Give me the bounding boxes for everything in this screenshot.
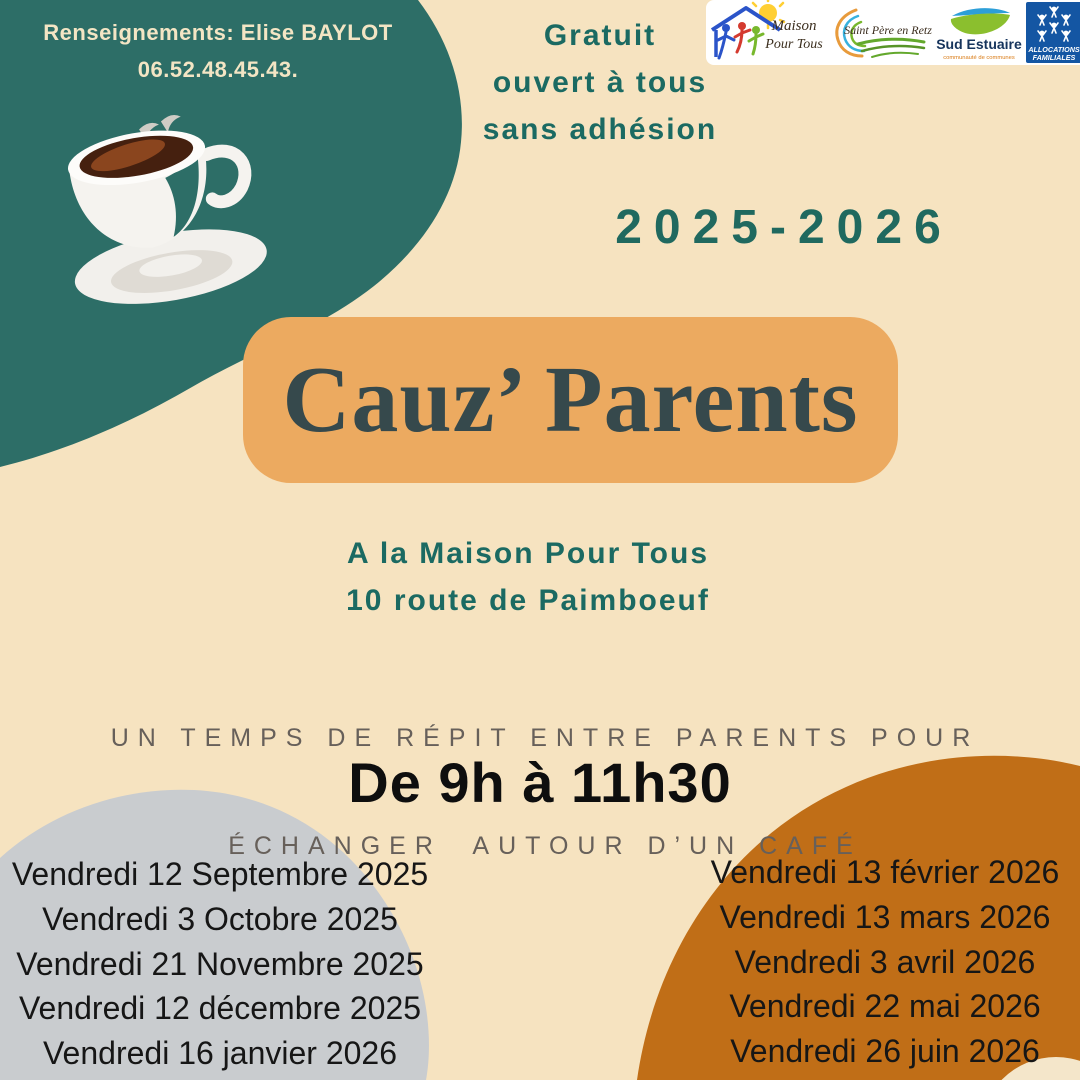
description-line2: ÉCHANGER AUTOUR D’UN CAFÉ (228, 832, 862, 860)
allocations-familiales-logo (1026, 2, 1080, 63)
date-item: Vendredi 16 janvier 2026 (42, 1035, 398, 1072)
mpt-logo-text-1: Maison (771, 18, 817, 34)
caf-text-2: FAMILIALES (1032, 53, 1076, 62)
date-item: Vendredi 13 février 2026 (710, 854, 1060, 890)
caf-text-1: ALLOCATIONS (1028, 45, 1080, 54)
free-line2: ouvert à tous (492, 66, 708, 99)
location-line1: A la Maison Pour Tous (346, 537, 710, 570)
sud-estuaire-subtitle: communauté de communes (943, 55, 1015, 61)
date-item: Vendredi 12 Septembre 2025 (11, 856, 429, 892)
page-title: Cauz’ Parents (282, 348, 859, 452)
contact-block (0, 14, 436, 88)
dancing-figures-icon (718, 22, 763, 58)
mpt-logo-text-2: Pour Tous (765, 37, 823, 52)
spr-logo-text: Saint Père en Retz (844, 23, 932, 37)
saint-pere-en-retz-logo (828, 0, 934, 65)
coffee-cup-icon (22, 64, 280, 322)
dates-list-2025 (0, 852, 440, 1076)
maison-pour-tous-logo (706, 0, 828, 65)
date-item: Vendredi 12 décembre 2025 (18, 990, 422, 1027)
season-label: 2025-2026 (615, 201, 953, 254)
free-line1: Gratuit (543, 19, 657, 52)
free-line3: sans adhésion (482, 113, 718, 146)
date-item: Vendredi 21 Novembre 2025 (16, 945, 424, 982)
sud-estuaire-name: Sud Estuaire (936, 36, 1022, 52)
location-block (308, 530, 748, 624)
date-item: Vendredi 3 avril 2026 (734, 943, 1036, 980)
date-item: Vendredi 26 juin 2026 (730, 1033, 1040, 1070)
date-item: Vendredi 22 mai 2026 (729, 988, 1041, 1025)
date-item: Vendredi 13 mars 2026 (719, 898, 1051, 935)
sud-estuaire-logo (934, 0, 1024, 65)
description-line1: UN TEMPS DE RÉPIT ENTRE PARENTS POUR (110, 724, 980, 752)
title-pill (243, 317, 898, 483)
location-line2: 10 route de Paimboeuf (346, 584, 710, 617)
cup-and-saucer (51, 114, 272, 317)
date-item: Vendredi 3 Octobre 2025 (42, 900, 398, 937)
contact-phone: 06.52.48.45.43. (137, 57, 299, 82)
partner-logos-strip (706, 0, 1080, 65)
dates-list-2026 (665, 850, 1080, 1074)
contact-info: Renseignements: Elise BAYLOT (43, 20, 393, 45)
time-label: De 9h à 11h30 (348, 751, 732, 814)
